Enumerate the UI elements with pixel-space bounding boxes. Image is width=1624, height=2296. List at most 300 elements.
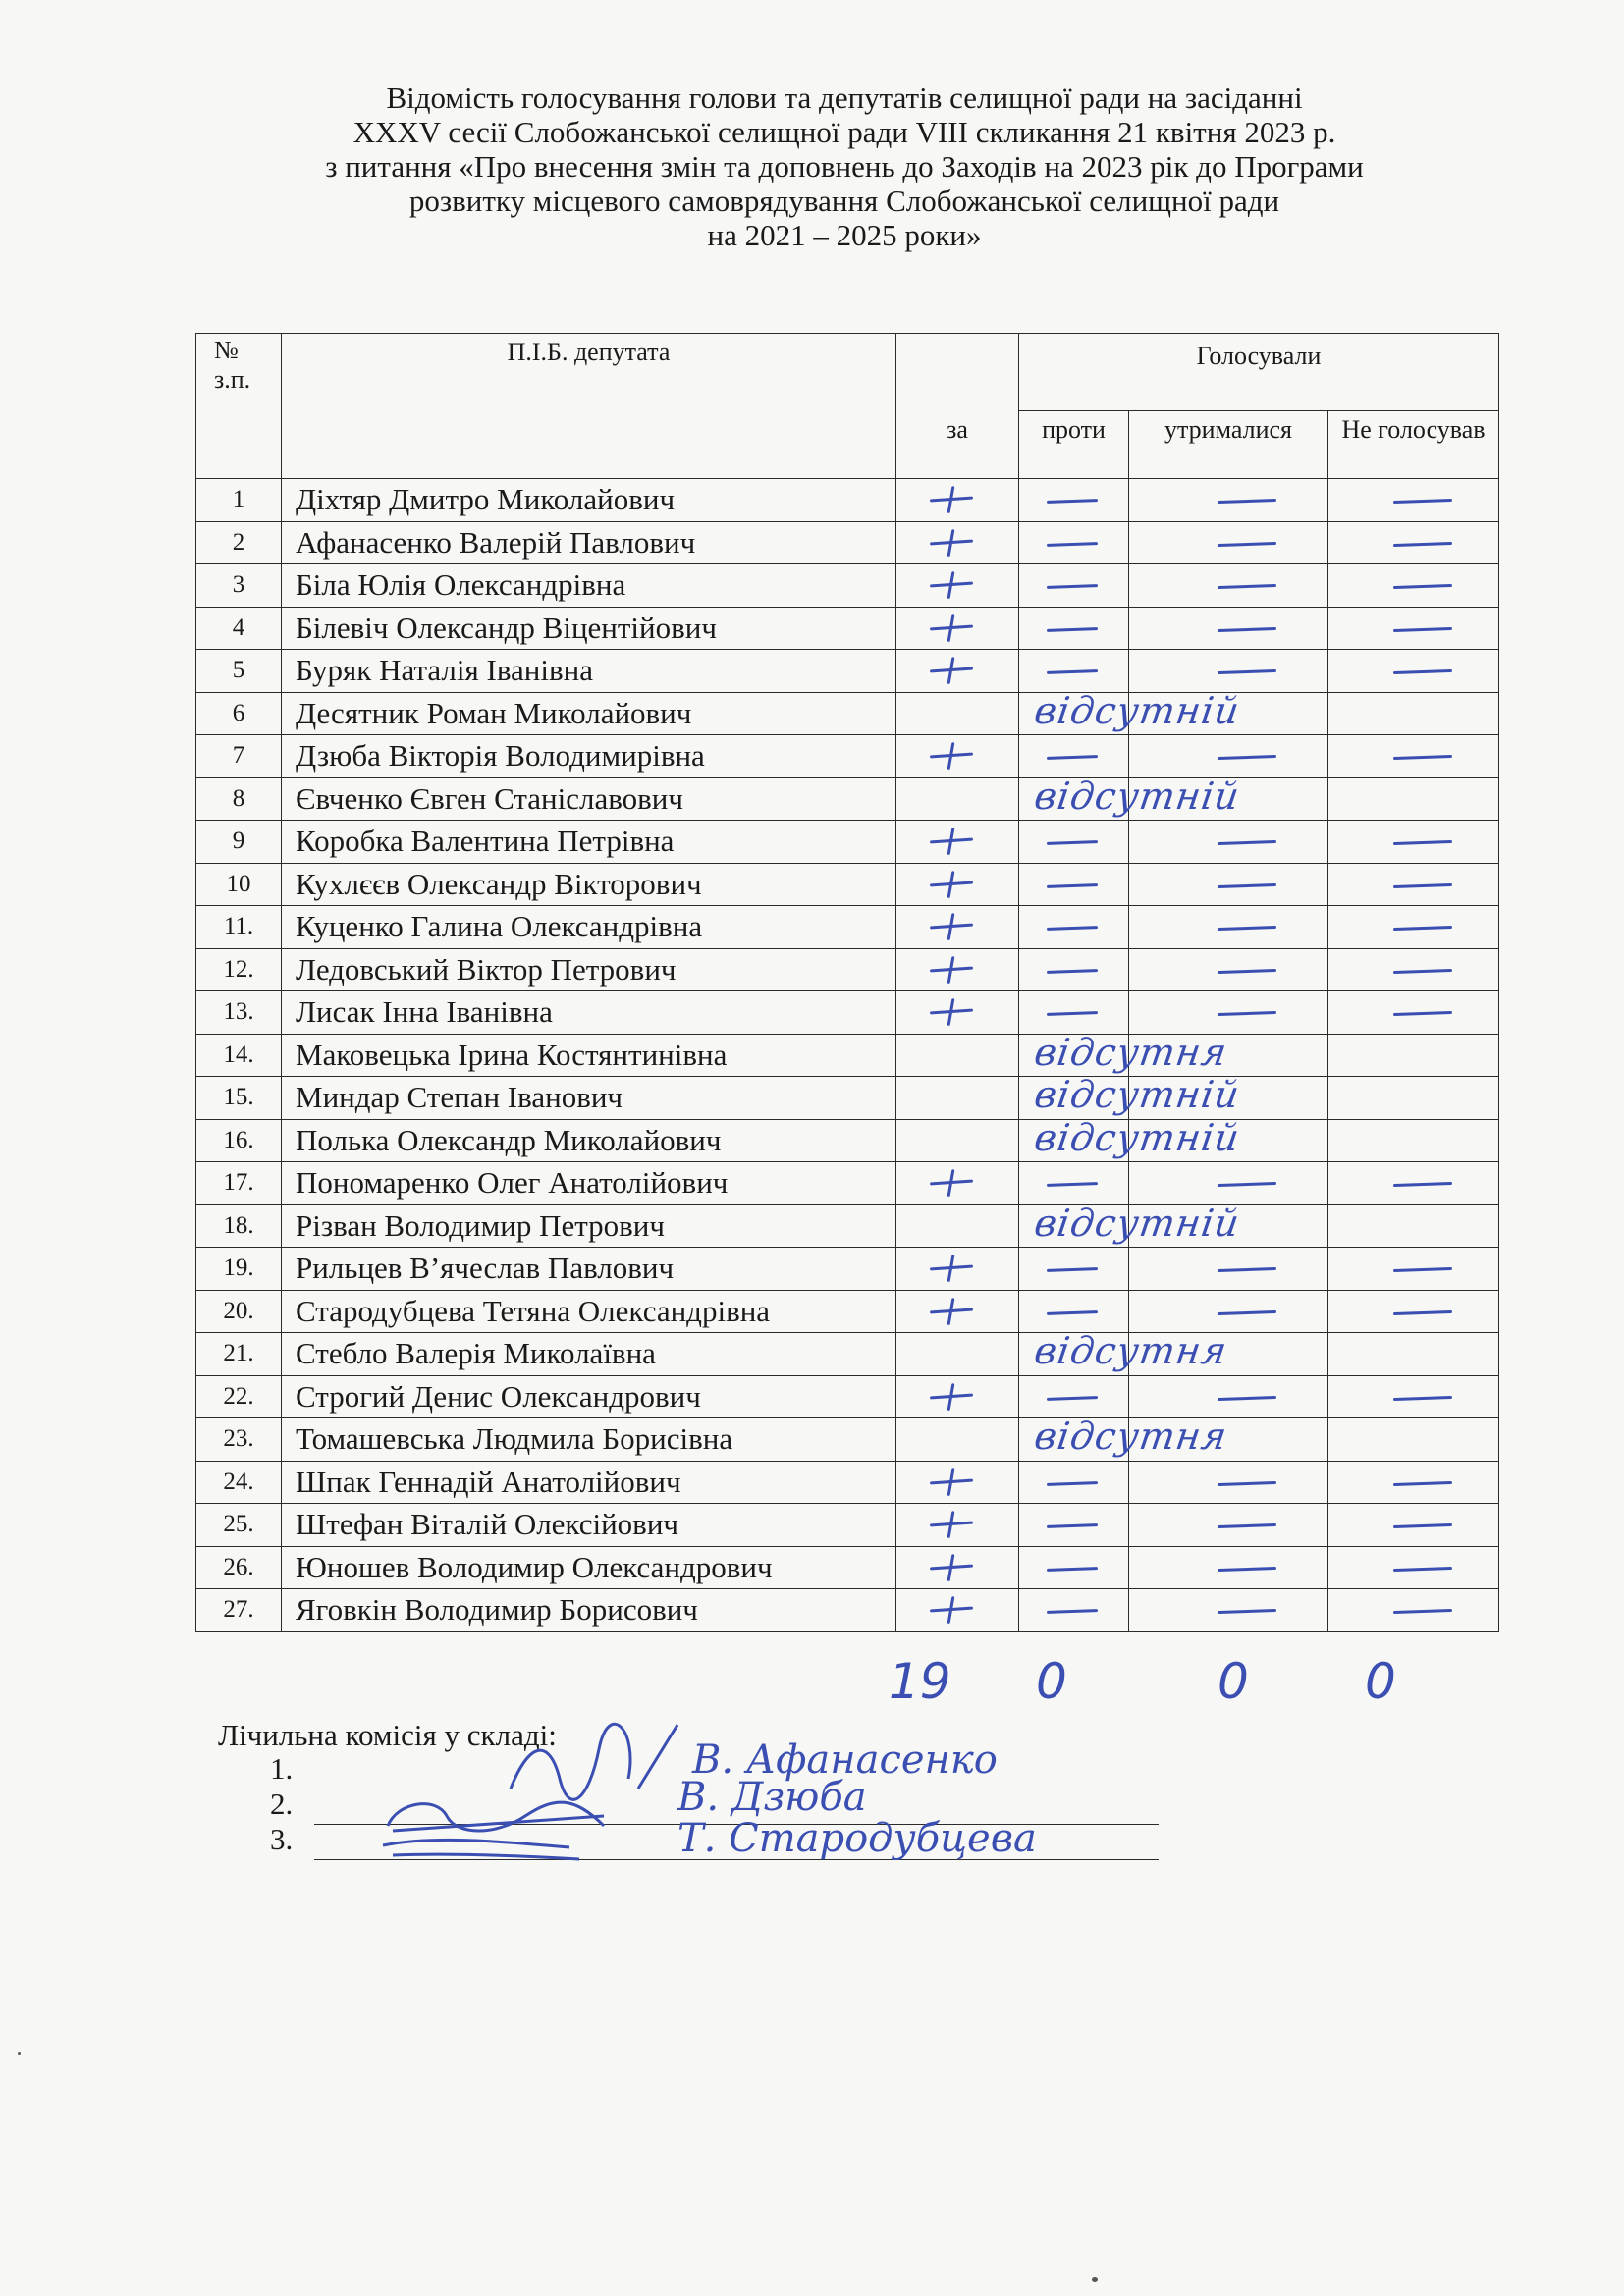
vote-abstained-cell: [1129, 607, 1328, 650]
dash-mark: [1047, 1481, 1098, 1485]
dash-mark: [1047, 627, 1098, 631]
dash-mark: [1393, 542, 1452, 547]
deputy-name: Лисак Інна Іванівна: [282, 991, 896, 1035]
deputy-name: Юношев Володимир Олександрович: [282, 1546, 896, 1589]
table-row: [196, 777, 1499, 821]
header-abstained: утрималися: [1129, 411, 1328, 479]
table-row: [196, 564, 1499, 608]
plus-mark: [930, 1554, 973, 1581]
vote-against-cell: [1019, 1030, 1230, 1077]
deputy-name: Куценко Галина Олександрівна: [282, 906, 896, 949]
vote-against-cell: [1019, 1329, 1230, 1376]
row-number: 10: [196, 863, 282, 906]
vote-against-cell: [1019, 821, 1129, 864]
row-number: 23.: [196, 1418, 282, 1462]
plus-mark: [930, 657, 973, 684]
vote-for-cell: [896, 1418, 1019, 1462]
row-number: 18.: [196, 1204, 282, 1248]
table-row: [196, 1375, 1499, 1418]
vote-for-cell: [896, 1077, 1019, 1120]
vote-not-voted-cell: [1328, 1418, 1499, 1462]
vote-against-cell: [1019, 521, 1129, 564]
vote-for-cell: [896, 1162, 1019, 1205]
row-number: 21.: [196, 1333, 282, 1376]
dash-mark: [1047, 926, 1098, 930]
row-number: 20.: [196, 1290, 282, 1333]
dash-mark: [1393, 1481, 1452, 1486]
dash-mark: [1393, 669, 1452, 674]
table-row: [196, 735, 1499, 778]
vote-for-cell: [896, 991, 1019, 1035]
vote-not-voted-cell: [1328, 479, 1499, 522]
dash-mark: [1393, 969, 1452, 974]
table-row: [196, 1546, 1499, 1589]
vote-for-cell: [896, 650, 1019, 693]
vote-for-cell: [896, 1034, 1019, 1077]
row-number: 15.: [196, 1077, 282, 1120]
vote-abstained-cell: [1129, 479, 1328, 522]
vote-not-voted-cell: [1328, 521, 1499, 564]
plus-mark: [930, 998, 973, 1026]
vote-abstained-cell: [1129, 1204, 1328, 1248]
header-blank: [896, 334, 1019, 411]
vote-not-voted-cell: [1328, 1119, 1499, 1162]
deputy-name: Коробка Валентина Петрівна: [282, 821, 896, 864]
row-number: 19.: [196, 1248, 282, 1291]
deputy-name: Миндар Степан Іванович: [282, 1077, 896, 1120]
deputy-name: Маковецька Ірина Костянтинівна: [282, 1034, 896, 1077]
dash-mark: [1393, 627, 1452, 632]
vote-not-voted-cell: [1328, 1290, 1499, 1333]
vote-abstained-cell: [1129, 777, 1328, 821]
table-row: [196, 1248, 1499, 1291]
scan-speck: [1092, 2277, 1098, 2282]
row-number: 13.: [196, 991, 282, 1035]
table-row: [196, 692, 1499, 735]
deputy-name: Афанасенко Валерій Павлович: [282, 521, 896, 564]
plus-mark: [930, 1468, 973, 1496]
deputy-name: Пономаренко Олег Анатолійович: [282, 1162, 896, 1205]
deputy-name: Кухлєєв Олександр Вікторович: [282, 863, 896, 906]
dash-mark: [1218, 669, 1276, 674]
table-row: [196, 1333, 1499, 1376]
vote-abstained-cell: [1129, 1077, 1328, 1120]
row-number: 24.: [196, 1461, 282, 1504]
dash-mark: [1393, 1267, 1452, 1272]
dash-mark: [1218, 755, 1276, 760]
vote-for-cell: [896, 607, 1019, 650]
row-number: 16.: [196, 1119, 282, 1162]
dash-mark: [1218, 1523, 1276, 1528]
document-title: [157, 80, 1532, 252]
vote-abstained-cell: [1129, 1333, 1328, 1376]
deputy-name: Біла Юлія Олександрівна: [282, 564, 896, 608]
vote-abstained-cell: [1129, 991, 1328, 1035]
vote-against-cell: [1019, 1162, 1129, 1205]
row-number: 8: [196, 777, 282, 821]
vote-not-voted-cell: [1328, 1333, 1499, 1376]
row-number: 11.: [196, 906, 282, 949]
absent-handwriting: відсутня: [1031, 1030, 1230, 1074]
vote-abstained-cell: [1129, 1504, 1328, 1547]
vote-for-cell: [896, 1290, 1019, 1333]
title-line: з питання «Про внесення змін та доповнень до Заходів на 2023 рік до Програми: [325, 149, 1364, 184]
dash-mark: [1218, 969, 1276, 974]
vote-not-voted-cell: [1328, 906, 1499, 949]
dash-mark: [1218, 926, 1276, 931]
vote-for-cell: [896, 948, 1019, 991]
deputy-name: Томашевська Людмила Борисівна: [282, 1418, 896, 1462]
vote-for-cell: [896, 692, 1019, 735]
table-row: [196, 1162, 1499, 1205]
deputy-name: Полька Олександр Миколайович: [282, 1119, 896, 1162]
plus-mark: [930, 1511, 973, 1538]
vote-for-cell: [896, 1248, 1019, 1291]
vote-abstained-cell: [1129, 1290, 1328, 1333]
absent-handwriting: відсутній: [1031, 1201, 1243, 1245]
dash-mark: [1393, 1567, 1452, 1572]
deputy-name: Буряк Наталія Іванівна: [282, 650, 896, 693]
row-number: 17.: [196, 1162, 282, 1205]
member-number: 2.: [270, 1787, 294, 1821]
table-row: [196, 650, 1499, 693]
vote-abstained-cell: [1129, 821, 1328, 864]
table-row: [196, 991, 1499, 1035]
voting-table: [195, 333, 1499, 1632]
signature-scribble: [373, 1826, 589, 1875]
vote-for-cell: [896, 479, 1019, 522]
plus-mark: [930, 571, 973, 599]
dash-mark: [1393, 1609, 1452, 1614]
vote-abstained-cell: [1129, 1461, 1328, 1504]
vote-against-cell: [1019, 1290, 1129, 1333]
vote-for-cell: [896, 1546, 1019, 1589]
row-number: 4: [196, 607, 282, 650]
dash-mark: [1047, 1396, 1098, 1400]
vote-against-cell: [1019, 1589, 1129, 1632]
deputy-name: Ледовський Віктор Петрович: [282, 948, 896, 991]
deputy-name: Штефан Віталій Олексійович: [282, 1504, 896, 1547]
member-name: В. Дзюба: [677, 1775, 867, 1820]
deputy-name: Стародубцева Тетяна Олександрівна: [282, 1290, 896, 1333]
vote-for-cell: [896, 1375, 1019, 1418]
row-number: 22.: [196, 1375, 282, 1418]
vote-for-cell: [896, 863, 1019, 906]
vote-against-cell: [1019, 991, 1129, 1035]
vote-not-voted-cell: [1328, 821, 1499, 864]
absent-handwriting: відсутній: [1031, 688, 1243, 732]
dash-mark: [1218, 1609, 1276, 1614]
table-row: [196, 948, 1499, 991]
vote-not-voted-cell: [1328, 1375, 1499, 1418]
vote-abstained-cell: [1129, 1589, 1328, 1632]
dash-mark: [1393, 840, 1452, 845]
dash-mark: [1047, 1267, 1098, 1271]
vote-not-voted-cell: [1328, 1589, 1499, 1632]
vote-against-cell: [1019, 1546, 1129, 1589]
vote-against-cell: [1019, 1504, 1129, 1547]
table-row: [196, 906, 1499, 949]
vote-against-cell: [1019, 863, 1129, 906]
vote-against-cell: [1019, 479, 1129, 522]
vote-for-cell: [896, 1589, 1019, 1632]
dash-mark: [1047, 969, 1098, 973]
dash-mark: [1218, 499, 1276, 504]
deputy-name: Шпак Геннадій Анатолійович: [282, 1461, 896, 1504]
vote-for-cell: [896, 1119, 1019, 1162]
vote-against-cell: [1019, 1201, 1243, 1248]
vote-for-cell: [896, 735, 1019, 778]
vote-abstained-cell: [1129, 906, 1328, 949]
dash-mark: [1047, 669, 1098, 673]
dash-mark: [1218, 1396, 1276, 1401]
title-line: XXXV сесії Слобожанської селищної ради VIII скликання 21 квітня 2023 р.: [352, 115, 1336, 149]
vote-not-voted-cell: [1328, 948, 1499, 991]
header-deputy-name: П.І.Б. депутата: [282, 334, 896, 479]
plus-mark: [930, 913, 973, 940]
vote-not-voted-cell: [1328, 991, 1499, 1035]
row-number: 7: [196, 735, 282, 778]
plus-mark: [930, 871, 973, 898]
vote-not-voted-cell: [1328, 1077, 1499, 1120]
absent-handwriting: відсутня: [1031, 1329, 1230, 1372]
table-row: [196, 1034, 1499, 1077]
deputy-name: Десятник Роман Миколайович: [282, 692, 896, 735]
dash-mark: [1393, 1310, 1452, 1315]
table-row: [196, 821, 1499, 864]
dash-mark: [1047, 755, 1098, 759]
vote-abstained-cell: [1129, 564, 1328, 608]
row-number: 9: [196, 821, 282, 864]
vote-for-cell: [896, 1504, 1019, 1547]
dash-mark: [1047, 1567, 1098, 1571]
vote-abstained-cell: [1129, 1034, 1328, 1077]
vote-against-cell: [1019, 688, 1243, 735]
dash-mark: [1047, 840, 1098, 844]
dash-mark: [1218, 1481, 1276, 1486]
vote-against-cell: [1019, 1375, 1129, 1418]
vote-against-cell: [1019, 1248, 1129, 1291]
vote-against-cell: [1019, 1415, 1230, 1462]
vote-not-voted-cell: [1328, 1162, 1499, 1205]
vote-not-voted-cell: [1328, 650, 1499, 693]
vote-against-cell: [1019, 564, 1129, 608]
table-row: [196, 607, 1499, 650]
dash-mark: [1218, 627, 1276, 632]
dash-mark: [1218, 840, 1276, 845]
table-row: [196, 479, 1499, 522]
commission-label: Лічильна комісія у складі:: [218, 1718, 557, 1752]
absent-handwriting: відсутній: [1031, 774, 1243, 818]
vote-against-cell: [1019, 906, 1129, 949]
vote-not-voted-cell: [1328, 1034, 1499, 1077]
vote-against-cell: [1019, 1073, 1243, 1120]
vote-not-voted-cell: [1328, 1461, 1499, 1504]
vote-not-voted-cell: [1328, 692, 1499, 735]
vote-not-voted-cell: [1328, 564, 1499, 608]
vote-abstained-cell: [1129, 1162, 1328, 1205]
dash-mark: [1218, 883, 1276, 888]
vote-abstained-cell: [1129, 650, 1328, 693]
vote-not-voted-cell: [1328, 1546, 1499, 1589]
dash-mark: [1047, 883, 1098, 887]
plus-mark: [930, 1255, 973, 1282]
vote-for-cell: [896, 906, 1019, 949]
dash-mark: [1393, 584, 1452, 589]
vote-against-cell: [1019, 735, 1129, 778]
header-not-voted: Не голосував: [1328, 411, 1499, 479]
plus-mark: [930, 956, 973, 984]
table-row: [196, 1290, 1499, 1333]
vote-against-cell: [1019, 1461, 1129, 1504]
member-number: 1.: [270, 1751, 294, 1786]
vote-for-cell: [896, 564, 1019, 608]
absent-handwriting: відсутній: [1031, 1073, 1243, 1116]
title-line: розвитку місцевого самоврядування Слобожанської селищної ради: [408, 184, 1280, 218]
table-row: [196, 1077, 1499, 1120]
dash-mark: [1393, 1396, 1452, 1401]
deputy-name: Різван Володимир Петрович: [282, 1204, 896, 1248]
dash-mark: [1218, 1267, 1276, 1272]
deputy-name: Білевіч Олександр Віцентійович: [282, 607, 896, 650]
table-row: [196, 1119, 1499, 1162]
dash-mark: [1393, 1011, 1452, 1016]
vote-abstained-cell: [1129, 948, 1328, 991]
deputy-name: Яговкін Володимир Борисович: [282, 1589, 896, 1632]
vote-for-cell: [896, 521, 1019, 564]
dash-mark: [1218, 1310, 1276, 1315]
title-line: Відомість голосування голови та депутатів селищної ради на засіданні: [386, 80, 1303, 115]
dash-mark: [1047, 1609, 1098, 1613]
plus-mark: [930, 614, 973, 642]
plus-mark: [930, 486, 973, 513]
dash-mark: [1047, 1310, 1098, 1314]
header-number: № з.п.: [196, 334, 282, 479]
vote-not-voted-cell: [1328, 607, 1499, 650]
vote-abstained-cell: [1129, 521, 1328, 564]
dash-mark: [1047, 584, 1098, 588]
table-row: [196, 1418, 1499, 1462]
plus-mark: [930, 529, 973, 557]
deputy-name: Рильцев В’ячеслав Павлович: [282, 1248, 896, 1291]
dash-mark: [1218, 1011, 1276, 1016]
header-for: за: [896, 411, 1019, 479]
plus-mark: [930, 742, 973, 770]
dash-mark: [1393, 499, 1452, 504]
voting-rows: [196, 479, 1499, 1632]
dash-mark: [1218, 1182, 1276, 1187]
dash-mark: [1393, 755, 1452, 760]
deputy-name: Діхтяр Дмитро Миколайович: [282, 479, 896, 522]
vote-abstained-cell: [1129, 1248, 1328, 1291]
dash-mark: [1218, 542, 1276, 547]
table-row: [196, 863, 1499, 906]
vote-not-voted-cell: [1328, 1504, 1499, 1547]
vote-not-voted-cell: [1328, 1204, 1499, 1248]
table-row: [196, 1204, 1499, 1248]
header-against: проти: [1019, 411, 1129, 479]
dash-mark: [1047, 1523, 1098, 1527]
row-number: 1: [196, 479, 282, 522]
row-number: 2: [196, 521, 282, 564]
total-not-voted: 0: [1365, 1653, 1396, 1710]
plus-mark: [930, 1298, 973, 1325]
row-number: 25.: [196, 1504, 282, 1547]
table-row: [196, 1461, 1499, 1504]
plus-mark: [930, 828, 973, 855]
deputy-name: Дзюба Вікторія Володимирівна: [282, 735, 896, 778]
plus-mark: [930, 1383, 973, 1411]
member-number: 3.: [270, 1822, 294, 1856]
dash-mark: [1393, 926, 1452, 931]
total-abstained: 0: [1218, 1653, 1249, 1710]
absent-handwriting: відсутня: [1031, 1415, 1230, 1458]
deputy-name: Стебло Валерія Миколаївна: [282, 1333, 896, 1376]
vote-against-cell: [1019, 774, 1243, 821]
dash-mark: [1393, 883, 1452, 888]
total-for: 19: [889, 1653, 951, 1710]
plus-mark: [930, 1169, 973, 1197]
row-number: 6: [196, 692, 282, 735]
member-name: В. Афанасенко: [692, 1737, 998, 1783]
dash-mark: [1047, 542, 1098, 546]
table-row: [196, 1504, 1499, 1547]
vote-against-cell: [1019, 607, 1129, 650]
row-number: 12.: [196, 948, 282, 991]
dash-mark: [1218, 584, 1276, 589]
vote-for-cell: [896, 821, 1019, 864]
dash-mark: [1393, 1182, 1452, 1187]
row-number: 14.: [196, 1034, 282, 1077]
deputy-name: Євченко Євген Станіславович: [282, 777, 896, 821]
vote-against-cell: [1019, 650, 1129, 693]
dash-mark: [1047, 1182, 1098, 1186]
vote-for-cell: [896, 777, 1019, 821]
vote-against-cell: [1019, 1115, 1243, 1162]
vote-for-cell: [896, 1204, 1019, 1248]
row-number: 3: [196, 564, 282, 608]
row-number: 5: [196, 650, 282, 693]
title-line: на 2021 – 2025 роки»: [707, 218, 982, 252]
dash-mark: [1047, 499, 1098, 503]
vote-not-voted-cell: [1328, 777, 1499, 821]
plus-mark: [930, 1596, 973, 1624]
vote-abstained-cell: [1129, 863, 1328, 906]
dash-mark: [1218, 1567, 1276, 1572]
dash-mark: [1047, 1011, 1098, 1015]
row-number: 26.: [196, 1546, 282, 1589]
scan-speck: [18, 2052, 21, 2055]
vote-for-cell: [896, 1333, 1019, 1376]
row-number: 27.: [196, 1589, 282, 1632]
table-row: [196, 1589, 1499, 1632]
header-voted: Голосували: [1019, 334, 1499, 411]
vote-abstained-cell: [1129, 692, 1328, 735]
total-against: 0: [1036, 1653, 1067, 1710]
vote-for-cell: [896, 1461, 1019, 1504]
dash-mark: [1393, 1523, 1452, 1528]
member-name: Т. Стародубцева: [677, 1816, 1037, 1861]
vote-abstained-cell: [1129, 735, 1328, 778]
vote-not-voted-cell: [1328, 1248, 1499, 1291]
deputy-name: Строгий Денис Олександрович: [282, 1375, 896, 1418]
vote-abstained-cell: [1129, 1119, 1328, 1162]
absent-handwriting: відсутній: [1031, 1115, 1243, 1159]
vote-not-voted-cell: [1328, 863, 1499, 906]
vote-against-cell: [1019, 948, 1129, 991]
vote-abstained-cell: [1129, 1546, 1328, 1589]
vote-abstained-cell: [1129, 1418, 1328, 1462]
